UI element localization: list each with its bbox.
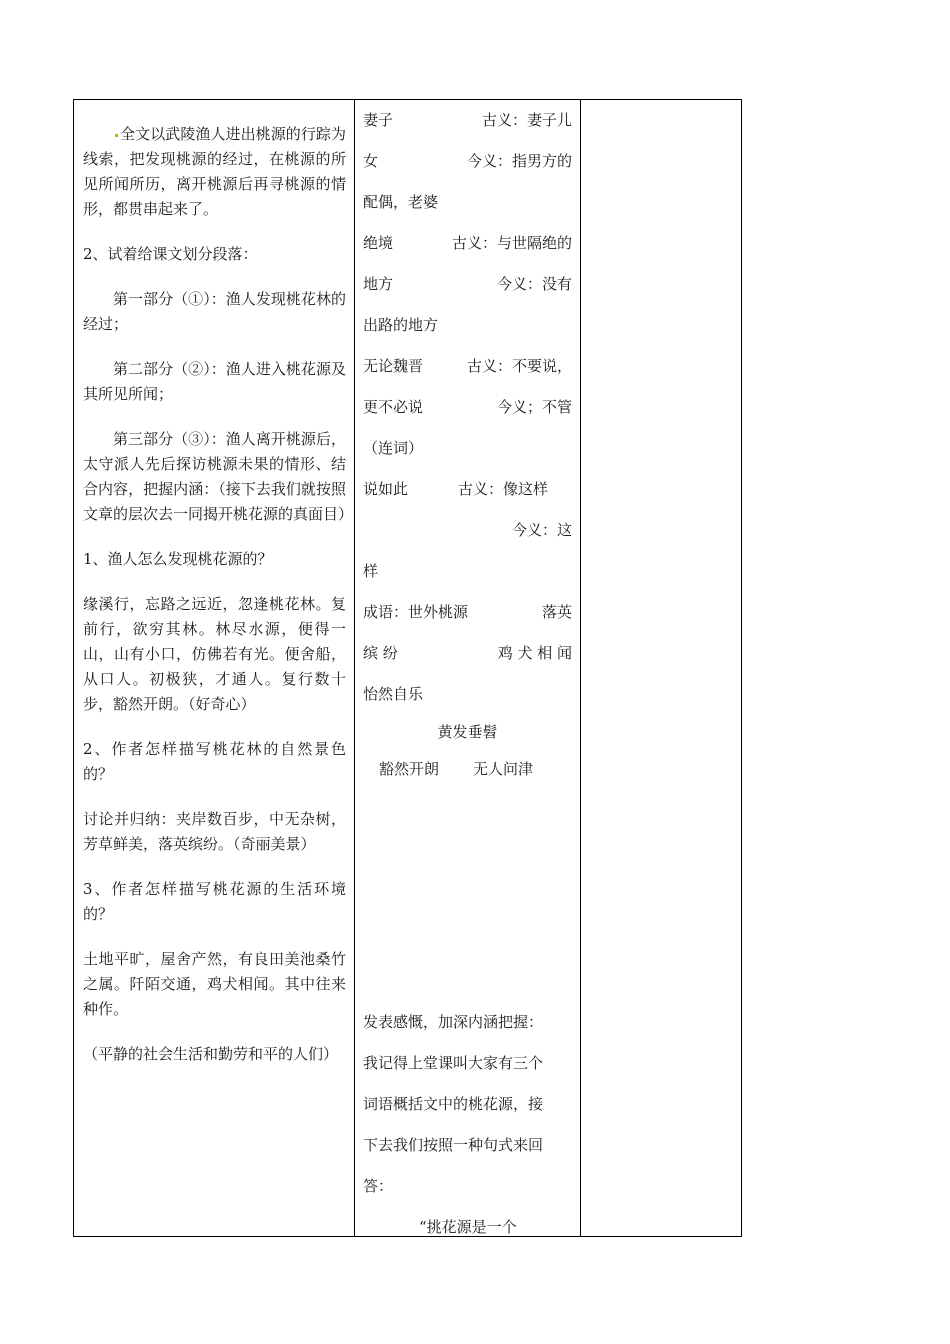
paragraph: 讨论并归纳：夹岸数百步，中无杂树，芳草鲜美，落英缤纷。（奇丽美景）	[83, 810, 346, 853]
text-line: 发表感慨，加深内涵把握：	[363, 1013, 544, 1031]
text-line: 下去我们按照一种句式来回	[363, 1136, 544, 1154]
text-line: 地方 今义：没有	[363, 275, 572, 293]
text-line: 出路的地方	[363, 316, 439, 334]
text-line: 今义：这	[511, 521, 572, 539]
paragraph: （平静的社会生活和勤劳和平的人们）	[83, 1045, 339, 1063]
paragraph: 缘溪行，忘路之远近，忽逢桃花林。复前行，欲穷其林。林尽水源，便得一山，山有小口，仿佛若有光。便舍船，从口人。初极狭，才通人。复行数十步，豁然开朗。（好奇心）	[83, 595, 346, 713]
text-line: 豁然开朗 无人问津	[379, 760, 534, 778]
text-line: 说如此 古义：像这样	[363, 480, 548, 498]
text-line: 无论魏晋 古义：不要说，	[363, 357, 572, 375]
text-line: 成语：世外桃源 落英	[363, 603, 572, 621]
paragraph: 2、试着给课文划分段落：	[83, 245, 258, 263]
paragraph: 土地平旷，屋舍产然，有良田美池桑竹之属。阡陌交通，鸡犬相闻。其中往来种作。	[83, 950, 346, 1018]
text-line: 女 今义：指男方的	[363, 152, 572, 170]
paragraph: 1、渔人怎么发现桃花源的？	[83, 550, 273, 568]
text-line: （连词）	[363, 439, 424, 457]
paragraph: 第三部分（③）：渔人离开桃源后，太守派人先后探访桃源未果的情形、结合内容，把握内涵：（接下去我们就按照文章的层次去一同揭开桃花源的真面目）	[83, 430, 354, 523]
middle-column	[355, 100, 579, 1236]
right-column	[581, 100, 741, 1236]
left-column	[74, 100, 354, 1236]
text-line: 妻子 古义：妻子儿	[363, 111, 572, 129]
text-line: “挑花源是一个	[419, 1218, 517, 1236]
text-line: 配偶，老婆	[363, 193, 439, 211]
text-line: 词语概括文中的桃花源，接	[363, 1095, 544, 1113]
text-line: 样	[363, 562, 379, 580]
text-line: 怡然自乐	[363, 685, 424, 703]
text-line: 更不必说 今义；不管	[363, 398, 572, 416]
lesson-table	[73, 99, 742, 1237]
mark-dot	[115, 134, 118, 137]
paragraph: 全文以武陵渔人进出桃源的行踪为线索，把发现桃源的经过，在桃源的所见所闻所历，离开桃源后再寻桃源的情形，都贯串起来了。	[83, 125, 346, 218]
text-line: 我记得上堂课叫大家有三个	[363, 1054, 544, 1072]
text-line: 黄发垂髫	[437, 723, 498, 741]
paragraph: 第二部分（②）：渔人进入桃花源及其所见所闻；	[83, 360, 346, 403]
text-line: 答：	[363, 1177, 394, 1195]
text-line: 绝境 古义：与世隔绝的	[363, 234, 572, 252]
paragraph: 2、作者怎样描写桃花林的自然景色的？	[83, 740, 346, 783]
paragraph: 第一部分（①）：渔人发现桃花林的经过；	[83, 290, 346, 333]
text-line: 缤 纷 鸡 犬 相 闻	[363, 644, 572, 662]
paragraph: 3、作者怎样描写桃花源的生活环境的？	[83, 880, 346, 923]
